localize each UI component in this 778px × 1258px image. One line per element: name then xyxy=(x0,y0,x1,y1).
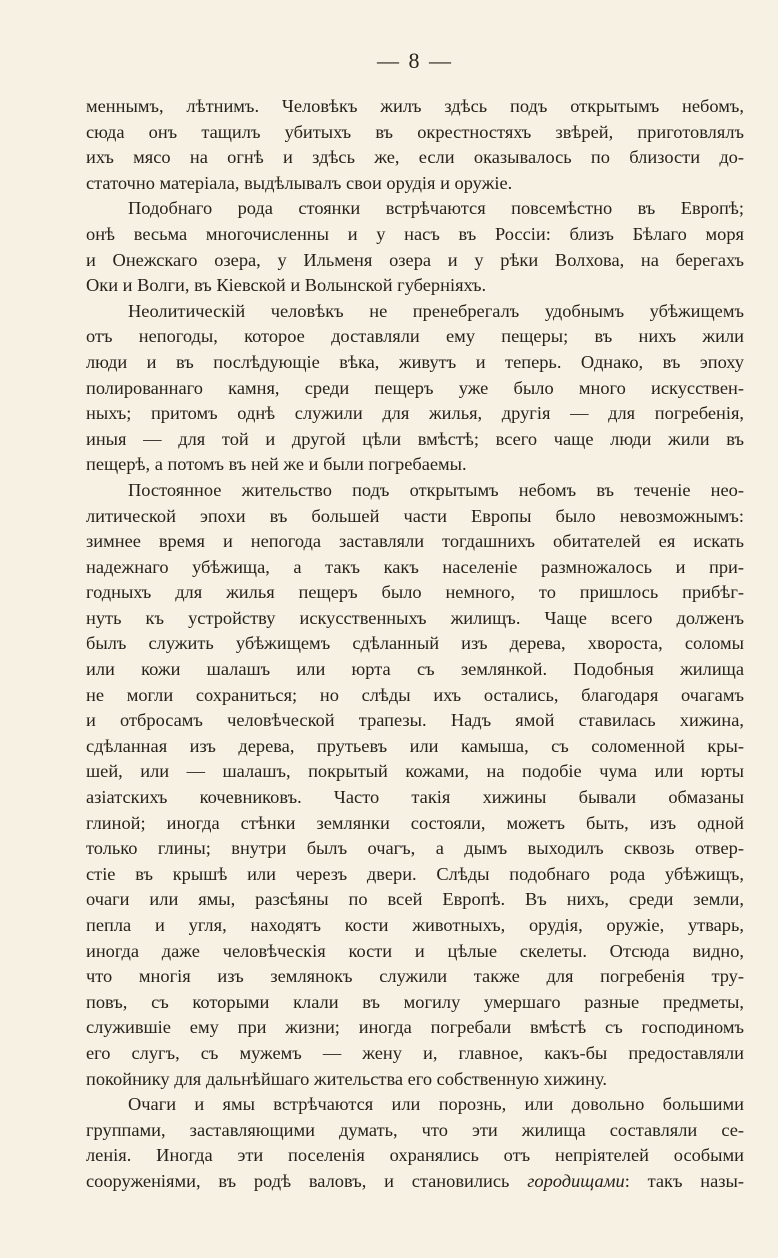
text-line: надежнаго убѣжища, а такъ какъ населеніе размножалось и при- xyxy=(86,556,744,577)
text-line: иногда даже человѣческія кости и цѣлые скелеты. Отсюда видно, xyxy=(86,940,744,961)
page-number: — 8 — xyxy=(377,48,453,73)
text-line: Подобнаго рода стоянки встрѣчаются повсемѣстно въ Европѣ; xyxy=(128,198,744,219)
text-line: отъ непогоды, которое доставляли ему пещеры; въ нихъ жили xyxy=(86,326,744,347)
text-line: его слугъ, съ мужемъ — жену и, главное, какъ-бы предоставляли xyxy=(86,1042,744,1063)
emphasized-term: городищами xyxy=(527,1170,625,1191)
text-line: повъ, съ которыми клали въ могилу умершаго разные предметы, xyxy=(86,991,744,1012)
text-line: шей, или — шалашъ, покрытый кожами, на подобіе чума или юрты xyxy=(86,761,744,782)
text-line: покойнику для дальнѣйшаго жительства его собственную хижину. xyxy=(86,1068,607,1089)
text-line: ныхъ; притомъ однѣ служили для жилья, другія — для погребенія, xyxy=(86,403,744,424)
body-text xyxy=(86,94,744,1195)
text-line: былъ служить убѣжищемъ сдѣланный изъ дерева, хвороста, соломы xyxy=(86,633,744,654)
text-line: сюда онъ тащилъ убитыхъ въ окрестностяхъ звѣрей, приготовлялъ xyxy=(86,121,744,142)
text-line: глиной; иногда стѣнки землянки состояли, можетъ быть, изъ одной xyxy=(86,812,744,833)
text-line: годныхъ для жилья пещеръ было немного, то пришлось прибѣг- xyxy=(86,582,744,603)
text-line: Неолитическій человѣкъ не пренебрегалъ удобнымъ убѣжищемъ xyxy=(128,300,744,321)
paragraph xyxy=(86,94,744,196)
text-line: Оки и Волги, въ Кіевской и Волынской губерніяхъ. xyxy=(86,275,487,296)
paragraph xyxy=(86,1092,744,1194)
text-line: или кожи шалашъ или юрта съ землянкой. Подобныя жилища xyxy=(86,659,744,680)
text-run: сооруженіями, въ родѣ валовъ, и становились xyxy=(86,1170,528,1191)
text-line: Очаги и ямы встрѣчаются или порознь, или довольно большими xyxy=(128,1094,744,1115)
text-run: : такъ назы- xyxy=(624,1170,744,1191)
text-line: люди и въ послѣдующіе вѣка, живутъ и теперь. Однако, въ эпоху xyxy=(86,351,744,372)
text-line: зимнее время и непогода заставляли тогдашнихъ обитателей ея искать xyxy=(86,531,744,552)
text-line: сдѣланная изъ дерева, прутьевъ или камыша, съ соломенной кры- xyxy=(86,735,744,756)
text-line: не могли сохраниться; но слѣды ихъ остались, благодаря очагамъ xyxy=(86,684,744,705)
text-line: служившіе ему при жизни; иногда погребали вмѣстѣ съ господиномъ xyxy=(86,1017,744,1038)
text-line: азіатскихъ кочевниковъ. Часто такія хижины бывали обмазаны xyxy=(86,787,744,808)
text-line: меннымъ, лѣтнимъ. Человѣкъ жилъ здѣсь подъ открытымъ небомъ, xyxy=(86,96,744,116)
text-line: Постоянное жительство подъ открытымъ небомъ въ теченіе нео- xyxy=(128,479,744,500)
text-line: что многія изъ землянокъ служили также для погребенія тру- xyxy=(86,966,744,987)
text-line: группами, заставляющими думать, что эти жилища составляли се- xyxy=(86,1119,744,1140)
text-line: только глины; внутри былъ очагъ, а дымъ выходилъ сквозь отвер- xyxy=(86,838,744,859)
text-line-final xyxy=(86,1169,744,1195)
text-line: иныя — для той и другой цѣли вмѣстѣ; всего чаще люди жили въ xyxy=(86,428,744,449)
text-line: нуть къ устройству искусственныхъ жилищъ. Чаще всего долженъ xyxy=(86,607,744,628)
text-line: ихъ мясо на огнѣ и здѣсь же, если оказывалось по близости до- xyxy=(86,147,744,168)
paragraph xyxy=(86,478,744,1092)
text-line: ленія. Иногда эти поселенія охранялись отъ непріятелей особыми xyxy=(86,1145,744,1166)
text-line: стіе въ крышѣ или черезъ двери. Слѣды подобнаго рода убѣжищъ, xyxy=(86,863,744,884)
text-line: и Онежскаго озера, у Ильменя озера и у рѣки Волхова, на берегахъ xyxy=(86,249,744,270)
text-line: статочно матеріала, выдѣлывалъ свои орудія и оружіе. xyxy=(86,172,513,193)
text-line: и отбросамъ человѣческой трапезы. Надъ ямой ставилась хижина, xyxy=(86,710,744,731)
paragraph xyxy=(86,196,744,298)
text-line: очаги или ямы, разсѣяны по всей Европѣ. Въ нихъ, среди земли, xyxy=(86,889,744,910)
text-line: пещерѣ, а потомъ въ ней же и были погребаемы. xyxy=(86,454,467,475)
text-line: пепла и угля, находятъ кости животныхъ, орудія, оружіе, утварь, xyxy=(86,915,744,935)
paragraph xyxy=(86,299,744,478)
text-line: литической эпохи въ большей части Европы было невозможнымъ: xyxy=(86,505,744,526)
text-line: полированнаго камня, среди пещеръ уже было много искусствен- xyxy=(86,377,744,398)
text-line: онѣ весьма многочисленны и у насъ въ Россіи: близъ Бѣлаго моря xyxy=(86,223,744,244)
